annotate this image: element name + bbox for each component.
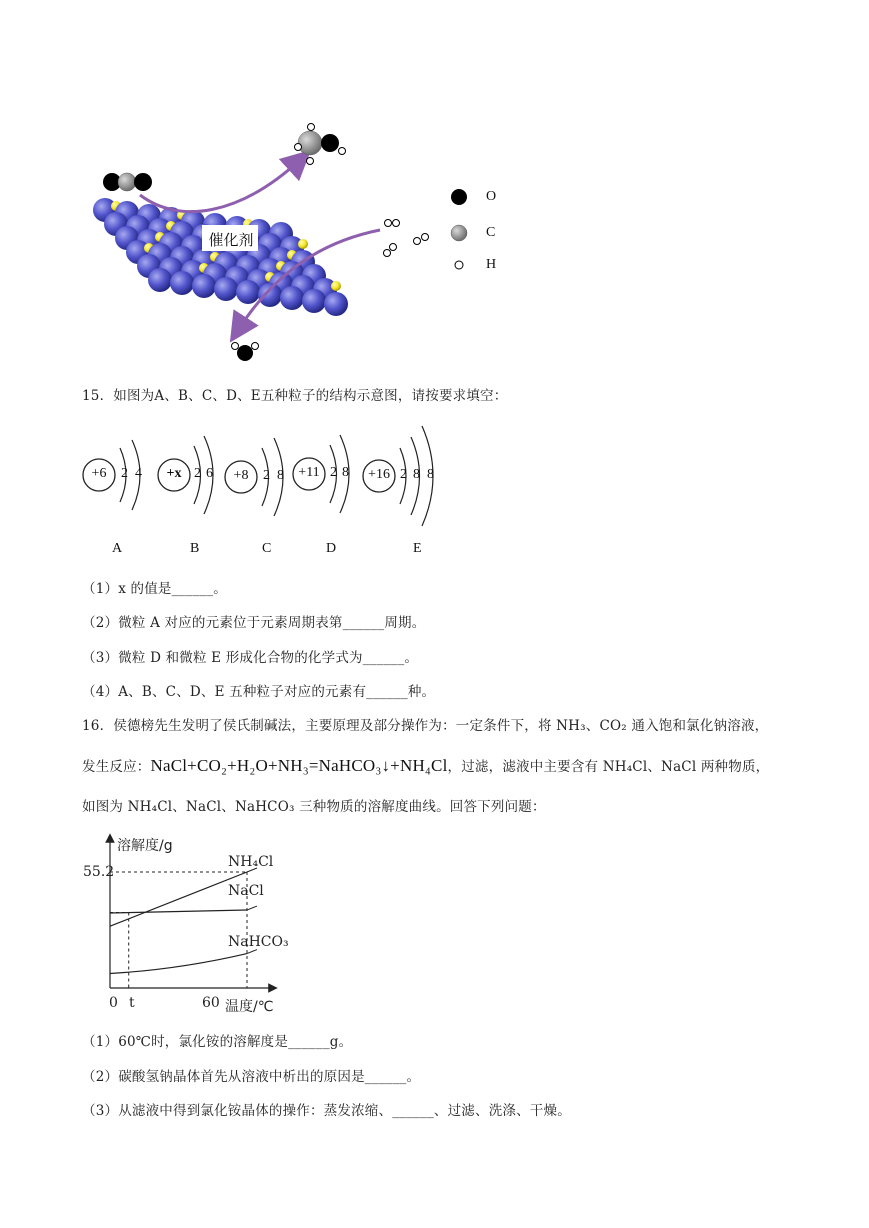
catalyst-atom — [324, 292, 348, 316]
x-tick-60: 60 — [202, 995, 220, 1011]
series-leader-1 — [247, 906, 257, 910]
catalyst-atom — [170, 271, 194, 295]
atom-b-label: B — [190, 541, 200, 556]
reaction-equation: NaCl+CO₂+H₂O+NH₃=NaHCO₃↓+NH₄Cl — [150, 756, 448, 775]
q16-line-2-suffix: ，过滤，滤液中主要含有 NH₄Cl、NaCl 两种物质， — [447, 759, 770, 775]
atom-d-shell-1: 2 — [330, 465, 337, 480]
legend-o-label: O — [486, 189, 497, 204]
y-tick-55-2: 55.2 — [83, 864, 115, 880]
q16-line-2-prefix: 发生反应： — [82, 759, 151, 775]
atom-d-label: D — [326, 541, 337, 556]
catalyst-atom — [192, 274, 216, 298]
q15-question-3: （3）微粒 D 和微粒 E 形成化合物的化学式为______。 — [82, 650, 419, 666]
atom-e-shell-3: 8 — [427, 467, 434, 482]
co2-molecule — [103, 173, 152, 191]
atom-a-nucleus: +6 — [91, 466, 107, 481]
atom-e-shell-2: 8 — [413, 467, 420, 482]
solubility-chart — [75, 830, 305, 1020]
catalyst-atom — [258, 283, 282, 307]
legend-h-marker — [455, 261, 463, 269]
product-arrow — [140, 160, 300, 212]
legend-o-marker — [451, 189, 467, 205]
series-line-0 — [110, 872, 247, 926]
q16-line-1: 16．侯德榜先生发明了侯氏制碱法，主要原理及部分操作为：一定条件下，将 NH₃、CO₂ 通入饱和氯化钠溶液， — [82, 718, 769, 734]
legend-c-marker — [451, 225, 467, 241]
q15-question-2: （2）微粒 A 对应的元素位于元素周期表第______周期。 — [82, 615, 426, 631]
hydrogen-molecules — [384, 220, 429, 257]
catalyst-label: 催化剂 — [208, 231, 254, 249]
q15-title: 15．如图为A、B、C、D、E五种粒子的结构示意图，请按要求填空： — [82, 388, 508, 404]
atom-e-label: E — [413, 541, 422, 556]
series-label-nh4cl: NH₄Cl — [228, 854, 274, 870]
atom-b-nucleus: +x — [166, 466, 182, 481]
q16-line-3: 如图为 NH₄Cl、NaCl、NaHCO₃ 三种物质的溶解度曲线。回答下列问题： — [82, 799, 546, 815]
catalyst-dopant-atom — [331, 281, 341, 291]
catalyst-dopant-atom — [298, 239, 308, 249]
atom-e-nucleus: +16 — [368, 467, 390, 482]
methanol-molecule — [295, 124, 346, 165]
series-line-2 — [110, 954, 247, 974]
q16-question-2: （2）碳酸氢钠晶体首先从溶液中析出的原因是______。 — [82, 1069, 421, 1085]
series-label-nahco3: NaHCO₃ — [228, 934, 289, 950]
water-molecule — [232, 343, 259, 362]
atom-c-shell-1: 2 — [263, 468, 270, 483]
q15-question-4: （4）A、B、C、D、E 五种粒子对应的元素有______种。 — [82, 684, 436, 700]
legend-c-label: C — [486, 225, 496, 240]
atom-e-shell-1: 2 — [400, 467, 407, 482]
atom-b-shell-1: 2 — [194, 466, 201, 481]
series-label-nacl: NaCl — [228, 883, 264, 899]
catalyst-atom — [302, 289, 326, 313]
legend-h-label: H — [486, 257, 497, 272]
atom-c-label: C — [262, 541, 272, 556]
catalyst-atom — [214, 277, 238, 301]
x-axis-label: 温度/℃ — [225, 999, 274, 1015]
q16-question-3: （3）从滤液中得到氯化铵晶体的操作：蒸发浓缩、______、过滤、洗涤、干燥。 — [82, 1103, 571, 1119]
q16-line-2 — [82, 754, 769, 779]
x-tick-t: t — [129, 995, 135, 1011]
atom-d-nucleus: +11 — [298, 465, 320, 480]
atom-a-shell-2: 4 — [135, 466, 142, 481]
x-tick-0: 0 — [109, 995, 118, 1011]
atom-c-shell-2: 8 — [277, 468, 284, 483]
q16-question-1: （1）60℃时，氯化铵的溶解度是______g。 — [82, 1034, 353, 1050]
atom-b-shell-2: 6 — [206, 466, 213, 481]
atom-d-shell-2: 8 — [342, 465, 349, 480]
series-leader-2 — [247, 950, 257, 954]
atom-a-label: A — [112, 541, 123, 556]
catalyst-atom — [148, 268, 172, 292]
catalyst-atom — [280, 286, 304, 310]
atomic-structure-diagrams — [80, 420, 460, 565]
catalyst-figure — [70, 115, 540, 375]
atom-a-shell-1: 2 — [121, 466, 128, 481]
y-axis-label: 溶解度/g — [117, 838, 173, 854]
q15-question-1: （1）x 的值是______。 — [82, 581, 227, 597]
catalyst-atom — [236, 280, 260, 304]
atom-c-nucleus: +8 — [233, 468, 249, 483]
catalyst-diagram — [70, 115, 540, 375]
series-line-1 — [110, 910, 247, 913]
